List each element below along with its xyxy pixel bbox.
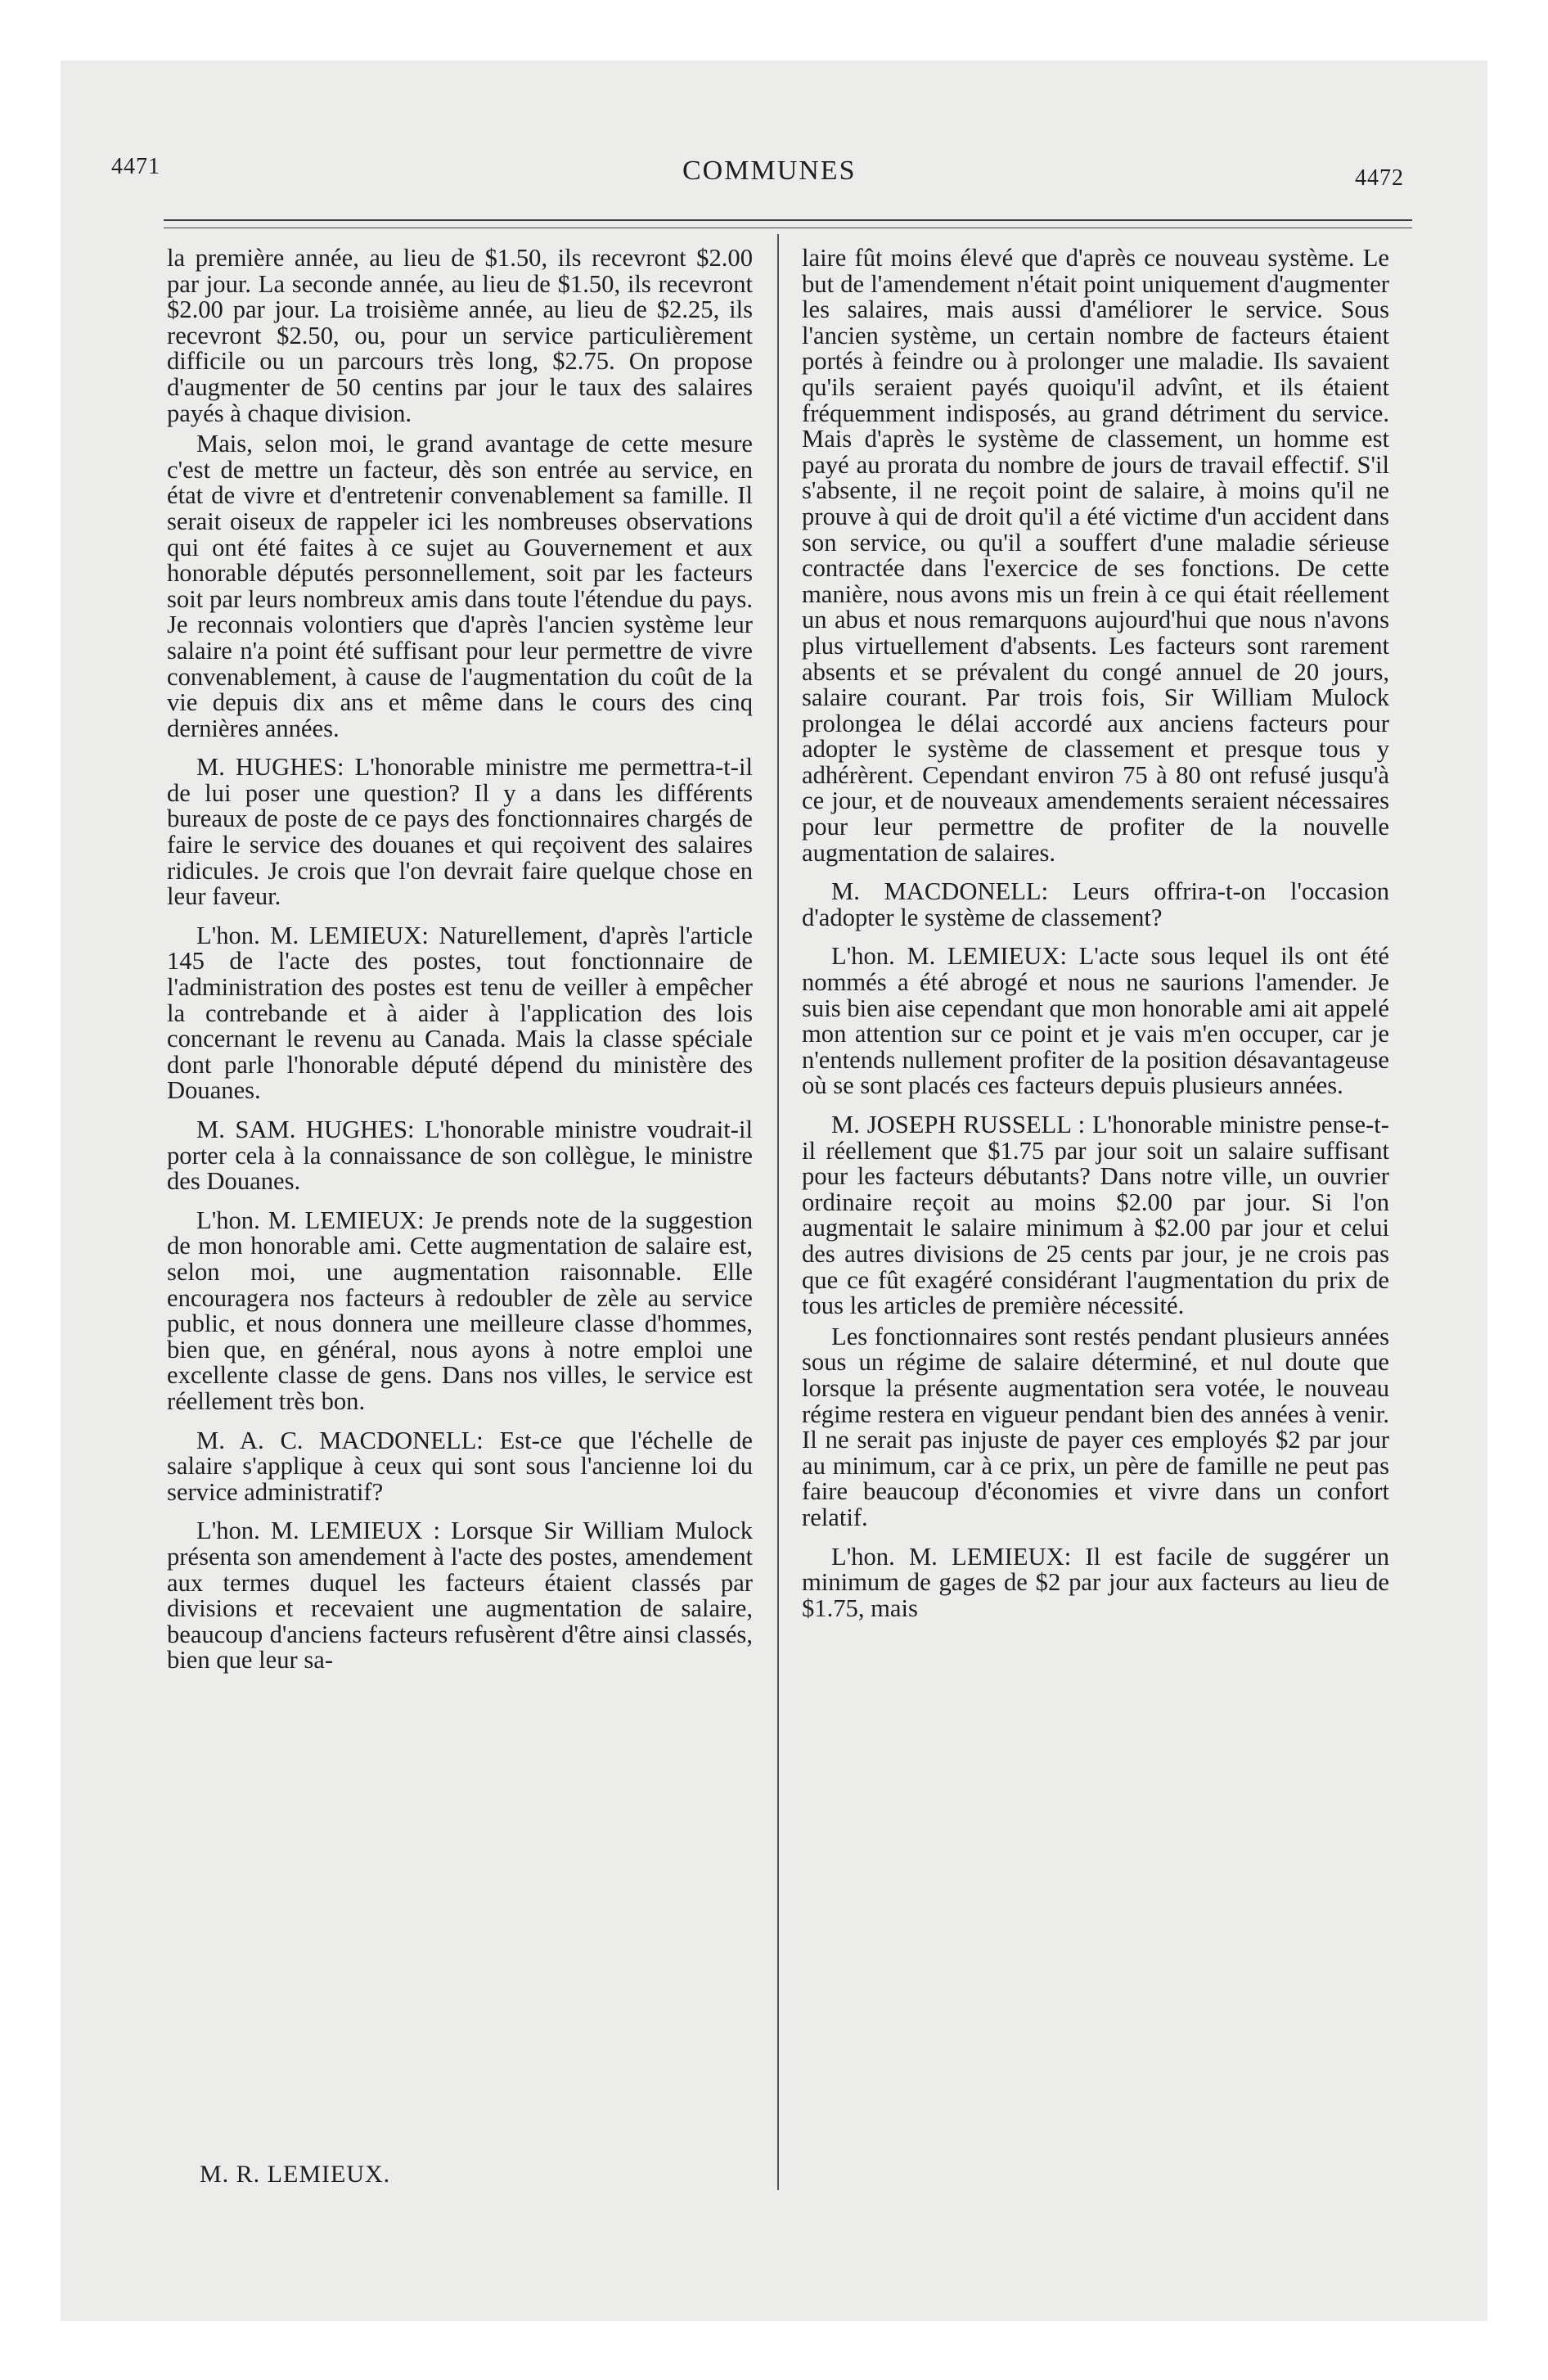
paragraph: laire fût moins élevé que d'après ce nouveau système. Le but de l'amendement n'était point uniquement d'augmenter les salaires, mais aussi d'améliorer le service. Sous l'ancien système, un certain nombre de facteurs étaient portés à feindre ou à prolonger une maladie. Ils savaient qu'ils seraient payés quoiqu'il advînt, et ils étaient fréquemment indisposés, au grand détriment du service. Mais d'après le système de classement, un homme est payé au prorata du nombre de jours de travail effectif. S'il s'absente, il ne reçoit point de salaire, à moins qu'il ne prouve à qui de droit qu'il a été victime d'un accident dans son service, ou qu'il a souffert d'une maladie sérieuse contractée dans l'exercice de ses fonctions. De cette manière, nous avons mis un frein à ce qui était réellement un abus et nous remarquons aujourd'hui que nous n'avons plus virtuellement d'absents. Les facteurs sont rarement absents et se prévalent du congé annuel de 20 jours, salaire courant. Par trois fois, Sir William Mulock prolongea le délai accordé aux anciens facteurs pour adopter le système de classement et presque tous y adhérèrent. Cependant environ 75 à 80 ont refusé jusqu'à ce jour, et de nouveaux amendements seraient nécessaires pour leur permettre de profiter de la nouvelle augmentation de salaires. (802, 244, 1389, 867)
paragraph: Les fonctionnaires sont restés pendant plusieurs années sous un régime de salaire déterminé, et nul doute que lorsque la présente augmentation sera votée, le nouveau régime restera en vigueur pendant bien des années à venir. Il ne serait pas injuste de payer ces employés $2 par jour au minimum, car à ce prix, un père de famille ne peut pas faire beaucoup d'économies et vivre dans un confort relatif. (802, 1322, 1389, 1531)
speaker-paragraph: L'hon. M. LEMIEUX: Naturellement, d'après l'article 145 de l'acte des postes, tout fonctionnaire de l'administration des postes est tenu de veiller à empêcher la contrebande et à aider à l'application des lois concernant le revenu au Canada. Mais la classe spéciale dont parle l'honorable député dépend du ministère des Douanes. (167, 921, 753, 1105)
speaker-paragraph: L'hon. M. LEMIEUX: Je prends note de la suggestion de mon honorable ami. Cette augmentation de salaire est, selon moi, une augmentation raisonnable. Elle encouragera nos facteurs à redoubler de zèle au service public, et nous donnera une meilleure classe d'hommes, bien que, en général, nous ayons à notre emploi une excellente classe de gens. Dans nos villes, le service est réellement très bon. (167, 1206, 753, 1415)
catchword: M. R. LEMIEUX. (200, 2161, 391, 2188)
speaker-paragraph: M. HUGHES: L'honorable ministre me permettra-t-il de lui poser une question? Il y a dans les différents bureaux de poste de ce pays des fonctionnaires chargés de faire le service des douanes et qui reçoivent des salaires ridicules. Je crois que l'on devrait faire quelque chose en leur faveur. (167, 753, 753, 911)
right-column (802, 246, 1389, 1621)
paragraph: Mais, selon moi, le grand avantage de cette mesure c'est de mettre un facteur, dès son entrée au service, en état de vivre et d'entretenir convenablement sa famille. Il serait oiseux de rappeler ici les nombreuses observations qui ont été faites à ce sujet au Gouvernement et aux honorable députés personnellement, soit par les facteurs soit par leurs nombreux amis dans toute l'étendue du pays. Je reconnais volontiers que d'après l'ancien système leur salaire n'a point été suffisant pour leur permettre de vivre convenablement, à cause de l'augmentation du coût de la vie depuis dix ans et même dans le cours des cinq dernières années. (167, 430, 753, 742)
speaker-paragraph: L'hon. M. LEMIEUX: Il est facile de suggérer un minimum de gages de $2 par jour aux facteurs au lieu de $1.75, mais (802, 1542, 1389, 1622)
paragraph: la première année, au lieu de $1.50, ils recevront $2.00 par jour. La seconde année, au lieu de $1.50, ils recevront $2.00 par jour. La troisième année, au lieu de $2.25, ils recevront $2.50, ou, pour un service particulièrement difficile ou un parcours très long, $2.75. On propose d'augmenter de 50 centins par jour le taux des salaires payés à chaque division. (167, 244, 753, 427)
speaker-paragraph: L'hon. M. LEMIEUX : Lorsque Sir William Mulock présenta son amendement à l'acte des postes, amendement aux termes duquel les facteurs étaient classés par divisions et recevaient une augmentation de salaire, beaucoup d'anciens facteurs refusèrent d'être ainsi classés, bien que leur sa- (167, 1517, 753, 1675)
page-number-right: 4472 (1355, 165, 1404, 191)
speaker-paragraph: L'hon. M. LEMIEUX: L'acte sous lequel ils ont été nommés a été abrogé et nous ne saurions l'amender. Je suis bien aise cependant que mon honorable ami ait appelé mon attention sur ce point et je vais m'en occuper, car je n'entends nullement profiter de la position désavantageuse où se sont placés ces facteurs depuis plusieurs années. (802, 942, 1389, 1100)
left-column (167, 246, 753, 1674)
speaker-paragraph: M. MACDONELL: Leurs offrira-t-on l'occasion d'adopter le système de classement? (802, 877, 1389, 931)
column-divider (777, 234, 779, 2190)
running-head-title: COMMUNES (682, 156, 857, 186)
speaker-paragraph: M. SAM. HUGHES: L'honorable ministre voudrait-il porter cela à la connaissance de son collègue, le ministre des Douanes. (167, 1116, 753, 1196)
page-number-left: 4471 (111, 154, 160, 179)
speaker-paragraph: M. JOSEPH RUSSELL : L'honorable ministre pense-t-il réellement que $1.75 par jour soit un salaire suffisant pour les facteurs débutants? Dans notre ville, un ouvrier ordinaire reçoit au moins $2.00 par jour. Si l'on augmentait le salaire minimum à $2.00 par jour et celui des autres divisions de 25 cents par jour, je ne crois pas que ce fût exagéré considérant l'augmentation du prix de tous les articles de première nécessité. (802, 1111, 1389, 1320)
header-rule (164, 219, 1412, 221)
speaker-paragraph: M. A. C. MACDONELL: Est-ce que l'échelle de salaire s'applique à ceux qui sont sous l'ancienne loi du service administratif? (167, 1426, 753, 1506)
